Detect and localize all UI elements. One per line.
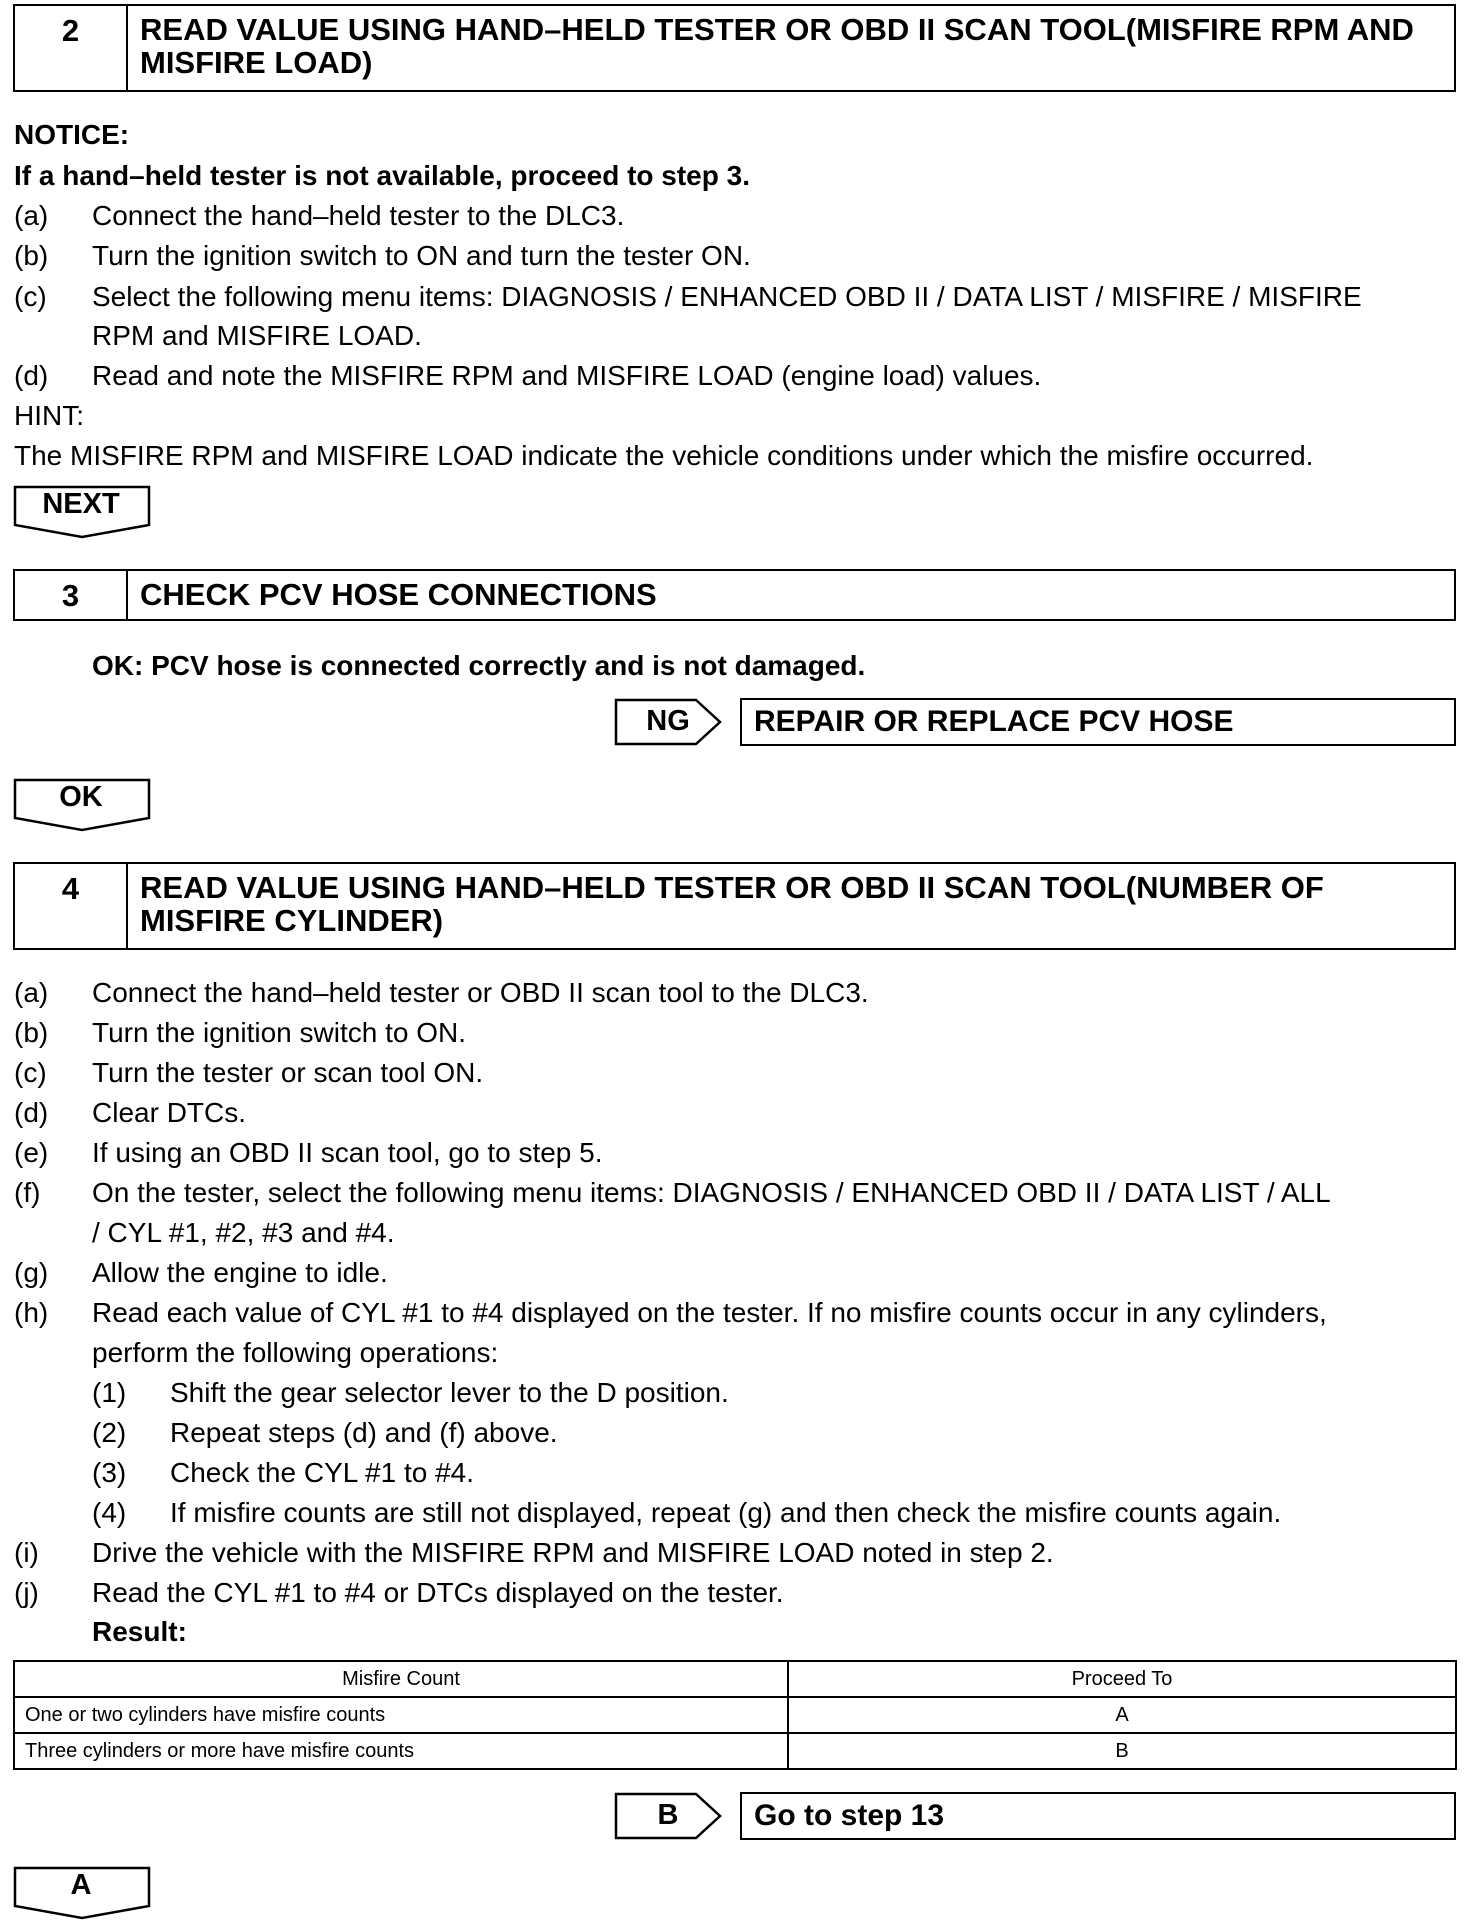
table-cell: B [788,1733,1456,1769]
item-label: (b) [14,240,49,271]
item-label: (f) [14,1177,41,1208]
b-action-box: Go to step 13 [740,1792,1456,1840]
step-4-header [13,862,1456,950]
step-title: READ VALUE USING HAND–HELD TESTER OR OBD II SCAN TOOL(MISFIRE RPM AND MISFIRE LOAD) [140,12,1414,80]
item-text: Turn the tester or scan tool ON. [92,1057,484,1088]
item-text: On the tester, select the following menu items: DIAGNOSIS / ENHANCED OBD II / DATA LIST / ALL [92,1177,1331,1208]
item-label: (e) [14,1137,49,1168]
subitem-text: Repeat steps (d) and (f) above. [170,1417,558,1448]
item-label: (b) [14,1017,49,1048]
table-header-row [14,1661,1456,1697]
item-text: Select the following menu items: DIAGNOSIS / ENHANCED OBD II / DATA LIST / MISFIRE / MISFIRE [92,281,1362,312]
table-row [14,1733,1456,1769]
item-text: Read and note the MISFIRE RPM and MISFIRE LOAD (engine load) values. [92,360,1042,391]
item-text: / CYL #1, #2, #3 and #4. [92,1217,395,1248]
item-label: (h) [14,1297,49,1328]
ok-criteria: OK: PCV hose is connected correctly and is not damaged. [92,650,866,681]
table-cell: A [788,1697,1456,1733]
table-cell: One or two cylinders have misfire counts [14,1697,788,1733]
hint-label: HINT: [14,400,84,431]
item-label: (a) [14,977,49,1008]
hint-text: The MISFIRE RPM and MISFIRE LOAD indicate the vehicle conditions under which the misfire occurred. [14,440,1314,471]
step-3-header [13,569,1456,621]
notice-label: NOTICE: [14,119,130,150]
item-text: RPM and MISFIRE LOAD. [92,320,422,351]
ok-label: OK [59,781,103,813]
a-tag [13,1866,153,1922]
subitem-label: (2) [92,1417,127,1448]
step-number: 2 [15,6,128,90]
item-text: Read each value of CYL #1 to #4 displayed on the tester. If no misfire counts occur in any cylinders, [92,1297,1327,1328]
header-cell: Proceed To [788,1661,1456,1697]
subitem-label: (3) [92,1457,127,1488]
item-text: Clear DTCs. [92,1097,247,1128]
item-text: Read the CYL #1 to #4 or DTCs displayed on the tester. [92,1577,784,1608]
item-label: (c) [14,1057,47,1088]
item-text: Turn the ignition switch to ON and turn the tester ON. [92,240,751,271]
item-label: (a) [14,200,49,231]
item-text: Turn the ignition switch to ON. [92,1017,467,1048]
step-number: 3 [15,571,128,619]
item-label: (d) [14,360,49,391]
ng-label: NG [646,705,690,737]
result-label: Result: [92,1616,187,1647]
subitem-text: If misfire counts are still not displayed, repeat (g) and then check the misfire counts again. [170,1497,1282,1528]
item-text: Drive the vehicle with the MISFIRE RPM and MISFIRE LOAD noted in step 2. [92,1537,1054,1568]
next-tag [13,485,153,541]
result-table [13,1660,1457,1770]
b-label: B [657,1799,679,1831]
item-text: perform the following operations: [92,1337,499,1368]
item-label: (g) [14,1257,49,1288]
subitem-text: Shift the gear selector lever to the D position. [170,1377,729,1408]
step-title: CHECK PCV HOSE CONNECTIONS [140,577,657,612]
next-label: NEXT [42,488,120,520]
step-title: READ VALUE USING HAND–HELD TESTER OR OBD II SCAN TOOL(NUMBER OF MISFIRE CYLINDER) [140,870,1324,938]
step-2-header [13,4,1456,92]
ng-action-box: REPAIR OR REPLACE PCV HOSE [740,698,1456,746]
item-label: (d) [14,1097,49,1128]
b-tag [614,1792,744,1842]
item-text: If using an OBD II scan tool, go to step 5. [92,1137,603,1168]
ok-tag [13,778,153,834]
a-label: A [70,1869,92,1901]
item-text: Connect the hand–held tester to the DLC3. [92,200,625,231]
item-text: Allow the engine to idle. [92,1257,388,1288]
item-label: (c) [14,281,47,312]
step-number: 4 [15,864,128,948]
subitem-text: Check the CYL #1 to #4. [170,1457,475,1488]
subitem-label: (4) [92,1497,127,1528]
notice-text: If a hand–held tester is not available, proceed to step 3. [14,160,750,191]
item-text: Connect the hand–held tester or OBD II scan tool to the DLC3. [92,977,869,1008]
table-cell: Three cylinders or more have misfire counts [14,1733,788,1769]
item-label: (j) [14,1577,39,1608]
subitem-label: (1) [92,1377,127,1408]
item-label: (i) [14,1537,39,1568]
ng-tag [614,698,744,748]
header-cell: Misfire Count [14,1661,788,1697]
table-row [14,1697,1456,1733]
